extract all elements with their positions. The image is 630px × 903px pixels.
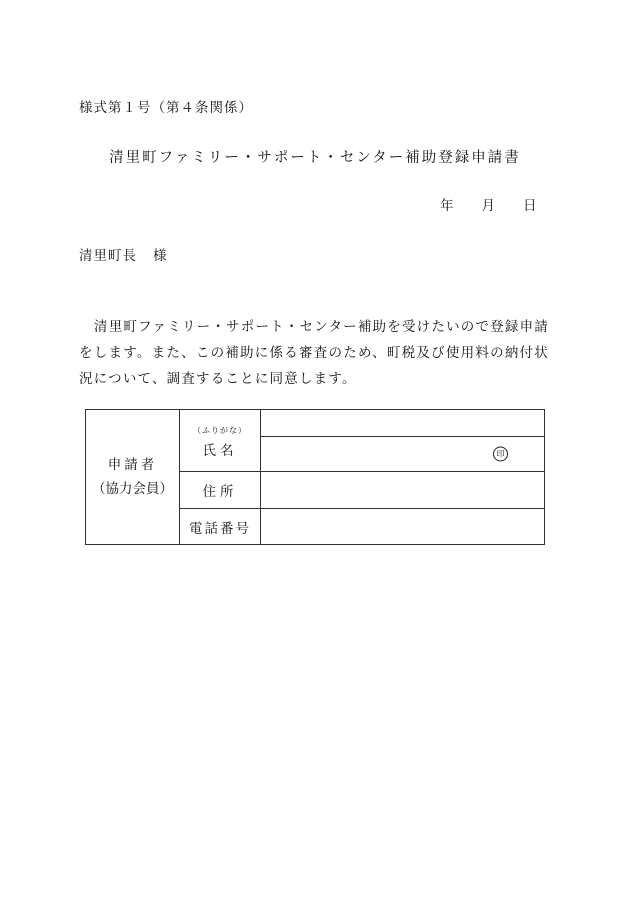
phone-label: 電話番号 — [180, 509, 261, 545]
name-label-cell — [180, 410, 261, 472]
address-label: 住所 — [180, 472, 261, 509]
name-field[interactable] — [261, 437, 545, 472]
date-line — [440, 194, 537, 214]
form-number: 様式第１号（第４条関係） — [79, 100, 253, 116]
applicant-role-sub: （協力会員） — [92, 481, 173, 497]
phone-field[interactable] — [261, 509, 545, 545]
name-label: 氏名 — [202, 442, 238, 459]
document-title: 清里町ファミリー・サポート・センター補助登録申請書 — [109, 150, 521, 166]
date-day: 日 — [523, 198, 537, 214]
addressee — [79, 244, 168, 264]
date-year: 年 — [440, 198, 454, 214]
furigana-field[interactable] — [261, 410, 545, 437]
addressee-honorific: 様 — [153, 248, 168, 264]
body-text: 清里町ファミリー・サポート・センター補助を受けたいので登録申請をします。また、この補助に係る審査のため、町税及び使用料の納付状況について、調査することに同意します。 — [79, 319, 549, 387]
addressee-name: 清里町長 — [79, 248, 137, 264]
applicant-role-cell — [86, 410, 180, 545]
address-field[interactable] — [261, 472, 545, 509]
seal-mark: 印 — [493, 447, 508, 462]
date-month: 月 — [481, 198, 495, 214]
applicant-table — [85, 409, 545, 545]
furigana-label: （ふりがな） — [193, 425, 247, 435]
applicant-role-label: 申請者 — [107, 457, 158, 473]
